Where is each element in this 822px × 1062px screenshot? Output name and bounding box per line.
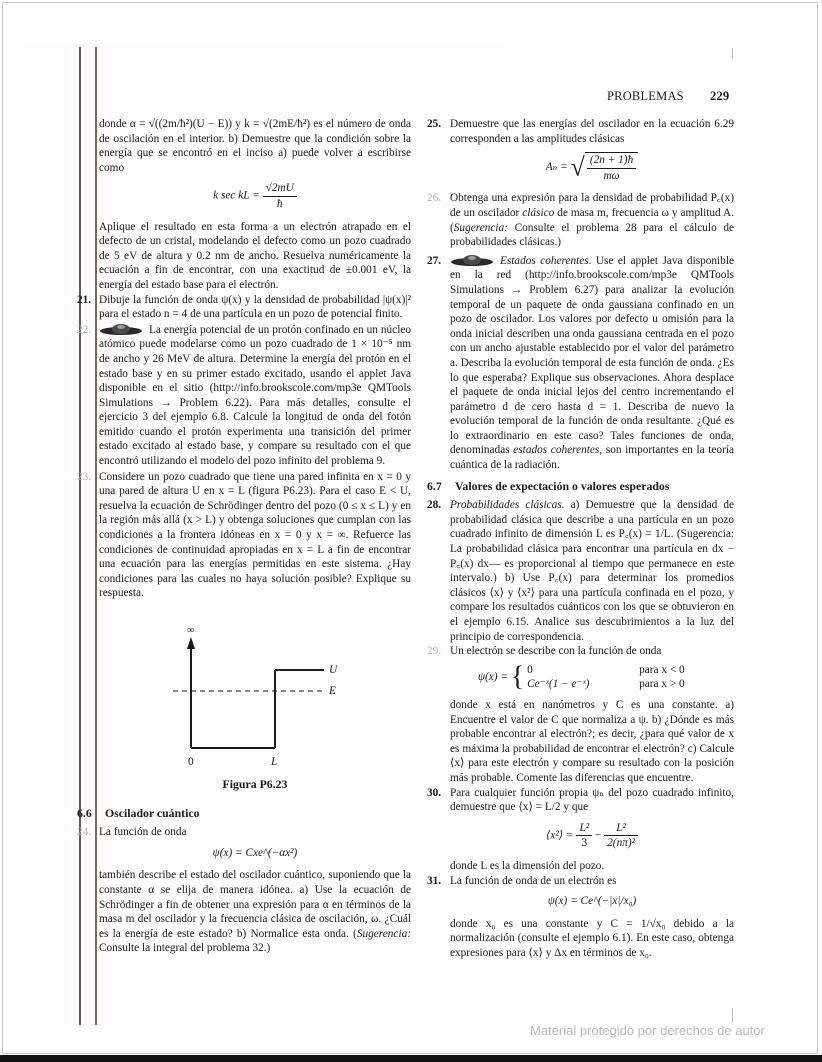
java-applet-icon[interactable] [450,254,494,268]
E-label: E [329,685,336,697]
problem-23: 23. Considere un pozo cuadrado que tiene una pared infinita en x = 0 y una pared de altura U en x = L (figura P6.23). Para el caso E < U, resuelva la ecuación de Schrödinger dentro del pozo (0 ≤ x ≤ L) y en la región más allá (x > L) y obtenga soluciones que cumplan con las condiciones a la frontera idóneas en x = 0 y x = ∞. Refuerce las condiciones de continuidad apropiadas en x = L a fin de encontrar una ecuación para las energías permitidas en este sistema. ¿Hay condiciones para las cuales no haya solución posible? Explique su respuesta. [77,470,411,600]
problem-26: 26. Obtenga una expresión para la densidad de probabilidad P꜀(x) de un oscilador clásico de masa m, frecuencia ω y amplitud A. (Sugerencia: Consulte el problema 28 para el cálculo de probabilidades clásicas.) [427,192,735,249]
problem-21: 21. Dibuje la función de onda ψ(x) y la densidad de probabilidad |ψ(x)|² para el estado n = 4 de una partícula en un pozo de potencial finito. [77,293,411,321]
problem-29: 29. Un electrón se describe con la función de onda ψ(x) = { 0 para x < 0 Ce⁻ˣ(1 − e⁻ˣ) para x > 0 donde x está en nanómetros y C es una constante. a) Encuentre el valor de C que normaliza a ψ. b) ¿Dónde es más probable encontrar al electrón?; es decir, ¿para qué valor de x es máxima la probabilidad de encontrar el electrón? c) Calcule ⟨x⟩ para este electrón y compare su resultado con la posición más probable. Comente las diferencias que encuentre. [427,645,734,784]
U-label: U [329,664,338,676]
section-6-7: 6.7 Valores de expectación o valores esperados [427,478,670,493]
binding-line-right [95,47,97,1025]
problem-30: 30. Para cualquier función propia ψₙ del pozo cuadrado infinito, demuestre que ⟨x⟩ = L/2 y que ⟨x²⟩ = $\frac{\text{L²}}{3}$ − $\frac{\text{L²}}{\text{2(nπ)²}}$ donde L es la dimensión del pozo. [427,786,734,872]
page-number: 229 [710,89,730,103]
problem-24: 24. La función de onda ψ(x) = Cxe^(−αx²) también describe el estado del oscilador cuántico, suponiendo que la constante α se elija de manera idónea. a) Use la ecuación de Schrödinger a fin de obtener una expresión para α en términos de la masa m del oscilador y la frecuencia clásica de oscilación, ω. ¿Cuál es la energía de este estado? b) Normalice esta onda. (Sugerencia: Consulte la integral del problema 32.) [77,826,411,955]
figure-p6-23 [99,623,411,773]
running-header [607,89,730,104]
margin-tick [732,1008,733,1022]
zero-label: 0 [188,756,194,768]
figure-caption: Figura P6.23 [222,777,288,791]
header-section-title: PROBLEMAS [607,89,684,103]
equation-x2: ⟨x²⟩ = $\frac{\text{L²}}{3}$ − $\frac{\text{L²}}{\text{2(nπ)²}}$ [450,821,734,851]
equation-ksec: k sec kL = $\frac{√2mU}{ħ}$ [99,181,411,211]
infinity-label: ∞ [187,625,195,636]
copyright-watermark: Material protegido por derechos de autor [530,1023,765,1038]
potential-well-diagram [99,623,411,773]
section-6-6: 6.6 Oscilador cuántico [77,805,200,820]
binding-line-left [79,47,81,1025]
right-column [427,117,734,960]
equation-24: ψ(x) = Cxe^(−αx²) [212,846,298,859]
problem-20-continuation: donde α = √((2m/ħ²)(U − E)) y k = √(2mE/ħ²) es el número de onda de oscilación en el interior. b) Demuestre que la condición sobre la energía que se encontró en el inciso a) puede volver a escribirse como [99,118,411,174]
problem-20-continuation-2: Aplique el resultado en esta forma a un electrón atrapado en el defecto de un cristal, modelando el defecto como un pozo cuadrado de 5 eV de altura y 0.2 nm de ancho. Resuelva numéricamente la ecuación a fin de encontrar, con una exactitud de ±0.001 eV, la energía del estado base para el electrón. [99,220,411,291]
problem-28: 28. Probabilidades clásicas. a) Demuestre que la densidad de probabilidad clásica que describe a una partícula en un pozo cuadrado infinito de dimensión L es P꜀(x) = 1/L. (Sugerencia: La probabilidad clásica para encontrar una partícula en dx − P꜀(x) dx— es proporcional al tiempo que permanece en este intervalo.) b) Use P꜀(x) para determinar los promedios clásicos ⟨x⟩ y ⟨x²⟩ para una partícula confinada en el pozo, y compare los resultados cuánticos con los que se obtuvieron en el ejemplo 6.15. Analice sus descubrimientos a la luz del principio de correspondencia. [427,499,734,643]
equation-amplitude: Aₙ = √ $\frac{(2n + 1)ħ}{m\omega}$ [450,152,734,183]
margin-tick [732,48,733,58]
problem-25: 25. Demuestre que las energías del oscilador en la ecuación 6.29 corresponden a las amplitudes clásicas Aₙ = √ $\frac{(2n + 1)ħ}{m\omega}$ [427,118,734,182]
equation-piecewise: ψ(x) = { 0 para x < 0 Ce⁻ˣ(1 − e⁻ˣ) para x > 0 [478,661,685,693]
problem-22: 22. La energía potencial de un protón confinado en un núcleo atómico puede modelarse como un pozo cuadrado de 1 × 10⁻⁵ nm de ancho y 26 MeV de altura. Determine la energía del protón en el estado base y en su primer estado excitado, usando el applet Java disponible en el sitio (http://info.brookscole.com/mp3e QMTools Simulations → Problem 6.22). Para más detalles, consulte el ejercicio 3 del ejemplo 6.8. Calcule la longitud de onda del fotón emitido cuando el protón experimenta una transición del primer estado excitado al estado base, y compare su resultado con el que encontró utilizando el modelo del pozo infinito del problema 9. [77,323,411,468]
left-column [77,117,411,956]
problem-31: 31. La función de onda de un electrón es ψ(x) = Ce^(−|x|/x₀) donde x₀ es una constante y C = 1/√x₀ debido a la normalización (consulte el ejemplo 6.1). En este caso, obtenga expresiones para ⟨x⟩ y Δx en términos de x₀. [427,874,734,959]
problem-27: 27. Estados coherentes. Use el applet Java disponible en la red (http://info.brookscole.com/mp3e QMTools Simulations → Problem 6.27) para analizar la evolución temporal de un paquete de onda gaussiana confinado en un pozo de oscilador. Los valores por defecto u omisión para la onda inicial describen una onda gaussiana centrada en el pozo con un ancho ajustable establecido por el valor del parámetro a. Describa la evolución temporal de esta función de onda. ¿Es lo que esperaba? Explique sus observaciones. Ahora desplace el paquete de onda inicial lejos del centro incrementando el parámetro d de cero hasta d = 1. Describa de nuevo la evolución temporal de la función de onda resultante. ¿Qué es lo extraordinario en este caso? Tales funciones de onda, denominadas estados coherentes, son importantes en la teoría cuántica de la radiación. [427,254,734,472]
java-applet-icon[interactable] [99,323,143,337]
L-label: L [271,756,278,768]
equation-31: ψ(x) = Ce^(−|x|/x₀) [547,895,637,908]
viewer-bottom-bar [0,1055,822,1062]
